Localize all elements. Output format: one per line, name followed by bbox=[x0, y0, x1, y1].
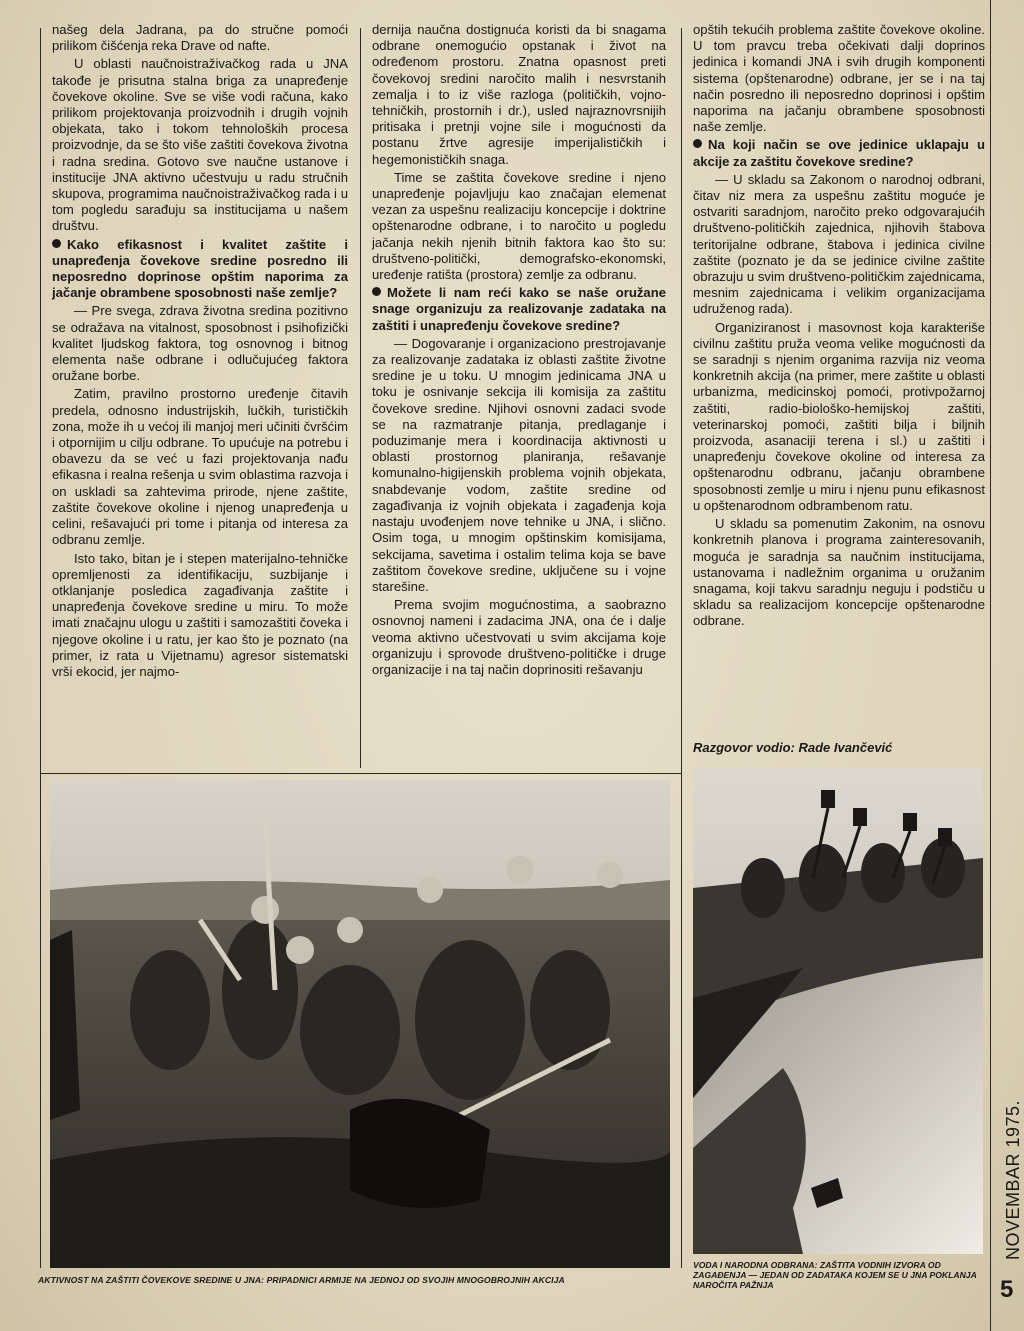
photo-soldiers-digging bbox=[50, 780, 670, 1268]
col1-paragraph-3 bbox=[52, 237, 348, 302]
photo-caption-right: VODA I NARODNA ODBRANA: ZAŠTITA VODNIH IZVORA OD ZAGAĐENJA — JEDAN OD ZADATAKA KOJEM SE U JNA POKLANJA NAROČITA PAŽNJA bbox=[693, 1260, 977, 1290]
col1-paragraph-text: Zatim, pravilno prostorno uređenje čitavih predela, odnosno industrijskih, lučkih, turističkih zona, može ih u većoj ili manjoj meri učiniti čvršćim i otpornijim u cilju odbrane. To upućuje na potrebu i obavezu da se već u fazi projektovanja nađu efikasna i realna rešenja u svim oblastima razvoja i on uskladi sa zahtevima prirode, njene zaštite, zaštite čovekove okoline i njenog unapređenja u celini, rešavajući pri tome i pitanja od interesa za odbranu zemlje. bbox=[52, 386, 348, 548]
col2-paragraph-text: — Dogovaranje i organizaciono prestrojavanje za realizovanje zadataka iz oblasti zaštite životne sredine je u toku. U mnogim jedinicama JNA u toku je osnivanje sekcija ili komisija za zaštitu čovekove sredine. Njihovi osnovni zadaci svode se na razmatranje pitanja, predlaganje i poduzimanje mera i koordinacija aktivnosti u oblasti prostornog planiranja, rešavanje komunalno-higijenskih problema vojnih objekata, snabdevanje vodom, zaštite sredine od zagađivanja iz vojnih objekata i zagađenja koja nastaju uvođenjem nove tehnike u JNA, i slično. Osim toga, u mnogim opštinskim komisijama, sekcijama, savetima i ostalim telima koja se bave zaštitom čovekove sredine, uključene su i vojne starešine. bbox=[372, 335, 666, 594]
photo-water-protection bbox=[693, 768, 983, 1254]
col1-paragraph-text: — Pre svega, zdrava životna sredina pozitivno se odražava na vitalnost, sposobnost i psihofizički kvalitet ljudskog faktora, tog osnovnog i bitnog elementa naše odbrane i odlučujućeg faktora oružane borbe. bbox=[52, 303, 348, 384]
col3-paragraph-text: Organiziranost i masovnost koja karakteriše civilnu zaštitu pruža veoma velike mogućnosti da se saradnji s njenim organima razvija niz veoma konkretnih akcija (na primer, mere zaštite u oblasti urbanizma, medicinskoj pomoći, protivpožarnoj zaštiti, radio-biološko-hemijskoj zaštiti, veterinarskoj pomoći, zaštiti bilja i biljnih proizvoda, asanaciji terena i sl.) u zaštiti i unapređenju čovekove okoline od interesa za opštenarodnu odbranu, jačanju obrambene sposobnosti zemlje u miru i njenu punu efikasnost u opštenarodnom odbrambenom ratu. bbox=[693, 319, 985, 513]
col2-paragraph-4 bbox=[372, 336, 666, 595]
col2-paragraph-3 bbox=[372, 285, 666, 334]
col2-paragraph-5 bbox=[372, 597, 666, 678]
left-margin-rule bbox=[40, 28, 41, 1268]
col3-paragraph-4 bbox=[693, 320, 985, 514]
col1-paragraph-text: Isto tako, bitan je i stepen materijalno-tehničke opremljenosti za identifikaciju, suzbijanje i otklanjanje posledica zagađivanja zaštite i unapređenja čovekove sredine u miru. To može imati značajnu ulogu u zaštiti i samozaštiti čoveka i njegove okoline i u ratu, jer kao što je poznato (na primer, iz rata u Vijetnamu) agresor sistematski vrši ekocid, jer najmo- bbox=[52, 550, 348, 679]
col1-paragraph-4 bbox=[52, 303, 348, 384]
question-bullet-icon bbox=[372, 287, 381, 296]
col2-paragraph-1 bbox=[372, 22, 666, 168]
col1-paragraph-text: Kako efikasnost i kvalitet zaštite i unapređenja čovekove sredine posredno ili neposredno doprinose opštim naporima za jačanje obrambene sposobnosti naše zemlje? bbox=[52, 236, 348, 301]
col1-paragraph-5 bbox=[52, 386, 348, 548]
photo-soldiers-digging-image bbox=[50, 780, 670, 1268]
issue-date: NOVEMBAR 1975. bbox=[1003, 1099, 1023, 1260]
col3-paragraph-3 bbox=[693, 172, 985, 318]
question-bullet-icon bbox=[52, 239, 61, 248]
column-divider-2 bbox=[681, 28, 682, 1268]
col3-paragraph-text: — U skladu sa Zakonom o narodnoj odbrani, čitav niz mera za uspešnu zaštitu moguće je ostvariti saradnjom, naročito preko odgovarajućih društveno-političkih zajednica, njihovih štabova teritorijalne odbrane, štabova i jedinica civilne zaštite (poznato je da se jedinice civilne zaštite obrazuju u svim društveno-političkim zajednicama, mesnim zajednicama i velikim organizacijama udruženog rada). bbox=[693, 171, 985, 317]
article-column-1 bbox=[52, 22, 348, 682]
col2-paragraph-text: Prema svojim mogućnostima, a saobrazno osnovnoj nameni i zadacima JNA, ona će i dalje veoma aktivno učestvovati u svim akcijama koje organizuju i sprovode društveno-političke i druge organizacije i na taj način doprinositi rešavanju bbox=[372, 597, 666, 677]
photo-caption-left: AKTIVNOST NA ZAŠTITI ČOVEKOVE SREDINE U JNA: PRIPADNICI ARMIJE NA JEDNOJ OD SVOJIH MNOGOBROJNIH AKCIJA bbox=[38, 1275, 565, 1285]
col3-paragraph-2 bbox=[693, 137, 985, 169]
col1-paragraph-text: našeg dela Jadrana, pa do stručne pomoći prilikom čišćenja reka Drave od nafte. bbox=[52, 22, 348, 54]
col2-paragraph-text: dernija naučna dostignuća koristi da bi snagama odbrane onemogućio opstanak i život na određenom prostoru. Znatna opasnost preti čovekovoj sredini naročito malih i nesvrstanih zemalja i to iz više razloga (političkih, vojno-tehničkih, prostornih i dr.), usled najraznovrsnijih pritisaka i pretnji vojne sile i mogućnosti da postanu žrtve agresije imperijalističkih i hegemonističkih snaga. bbox=[372, 22, 666, 167]
col3-paragraph-5 bbox=[693, 516, 985, 629]
right-margin-rule bbox=[990, 0, 991, 1331]
photo-top-rule bbox=[40, 773, 681, 774]
column-divider-1 bbox=[360, 28, 361, 768]
question-bullet-icon bbox=[693, 139, 702, 148]
col3-paragraph-text: Na koji način se ove jedinice uklapaju u akcije za zaštitu čovekove sredine? bbox=[693, 137, 985, 169]
col2-paragraph-text: Možete li nam reći kako se naše oružane snage organizuju za realizovanje zadataka na zaštiti i unapređenju čovekove sredine? bbox=[372, 285, 666, 333]
col3-paragraph-text: U skladu sa pomenutim Zakonim, na osnovu konkretnih planova i programa zainteresovanih, moguća je saradnja sa naučnim institucijama, ustanovama i nadležnim organima u oružanim snagama, koji takvu saradnju neguju i podstiču u skladu sa realizacijom koncepcije opštenarodne odbrane. bbox=[693, 516, 985, 629]
col1-paragraph-2 bbox=[52, 56, 348, 234]
article-column-3 bbox=[693, 22, 985, 632]
col1-paragraph-6 bbox=[52, 551, 348, 681]
col2-paragraph-text: Time se zaštita čovekove sredine i njeno unapređenje pojavljuju kao značajan elemenat vezan za uspešnu realizaciju koncepcije i doktrine opštenarodne odbrane, i to naročito u pogledu jačanja nekih njenih bitnih faktora kao što su: društveno-politički, demografsko-ekonomski, uređenje ratišta (prostora) zemlje za odbranu. bbox=[372, 169, 666, 283]
col1-paragraph-text: U oblasti naučnoistraživačkog rada u JNA takođe je prisutna stalna briga za unapređenje čovekove okoline. Sve se više vodi računa, kako prilikom projektovanja proizvodnih i drugih vojnih objekata, tako i tokom tehnoloških procesa proizvodnje, da se što više zaštiti čovekova životna i radna sredina. Gotovo sve naučne ustanove i institucije JNA aktivno učestvuju u radu stručnih skupova, programima naučnoistraživačkog rada i u tom pogledu sarađuju sa institucijama u našem društvu. bbox=[52, 56, 348, 234]
page-number: 5 bbox=[1000, 1276, 1014, 1303]
interviewer-signature: Razgovor vodio: Rade Ivančević bbox=[693, 740, 893, 755]
col3-paragraph-1 bbox=[693, 22, 985, 135]
col1-paragraph-1 bbox=[52, 22, 348, 54]
col2-paragraph-2 bbox=[372, 170, 666, 283]
col3-paragraph-text: opštih tekućih problema zaštite čovekove okoline. U tom pravcu treba očekivati dalji doprinos jedinica i komandi JNA i svih drugih komponenti sistema (opštenarodne) odbrane, jer se i na taj način posredno ili neposredno doprinosi i opštim naporima na jačanju obrambene sposobnosti naše zemlje. bbox=[693, 22, 985, 135]
article-column-2 bbox=[372, 22, 666, 680]
photo-water-protection-image bbox=[693, 768, 983, 1254]
